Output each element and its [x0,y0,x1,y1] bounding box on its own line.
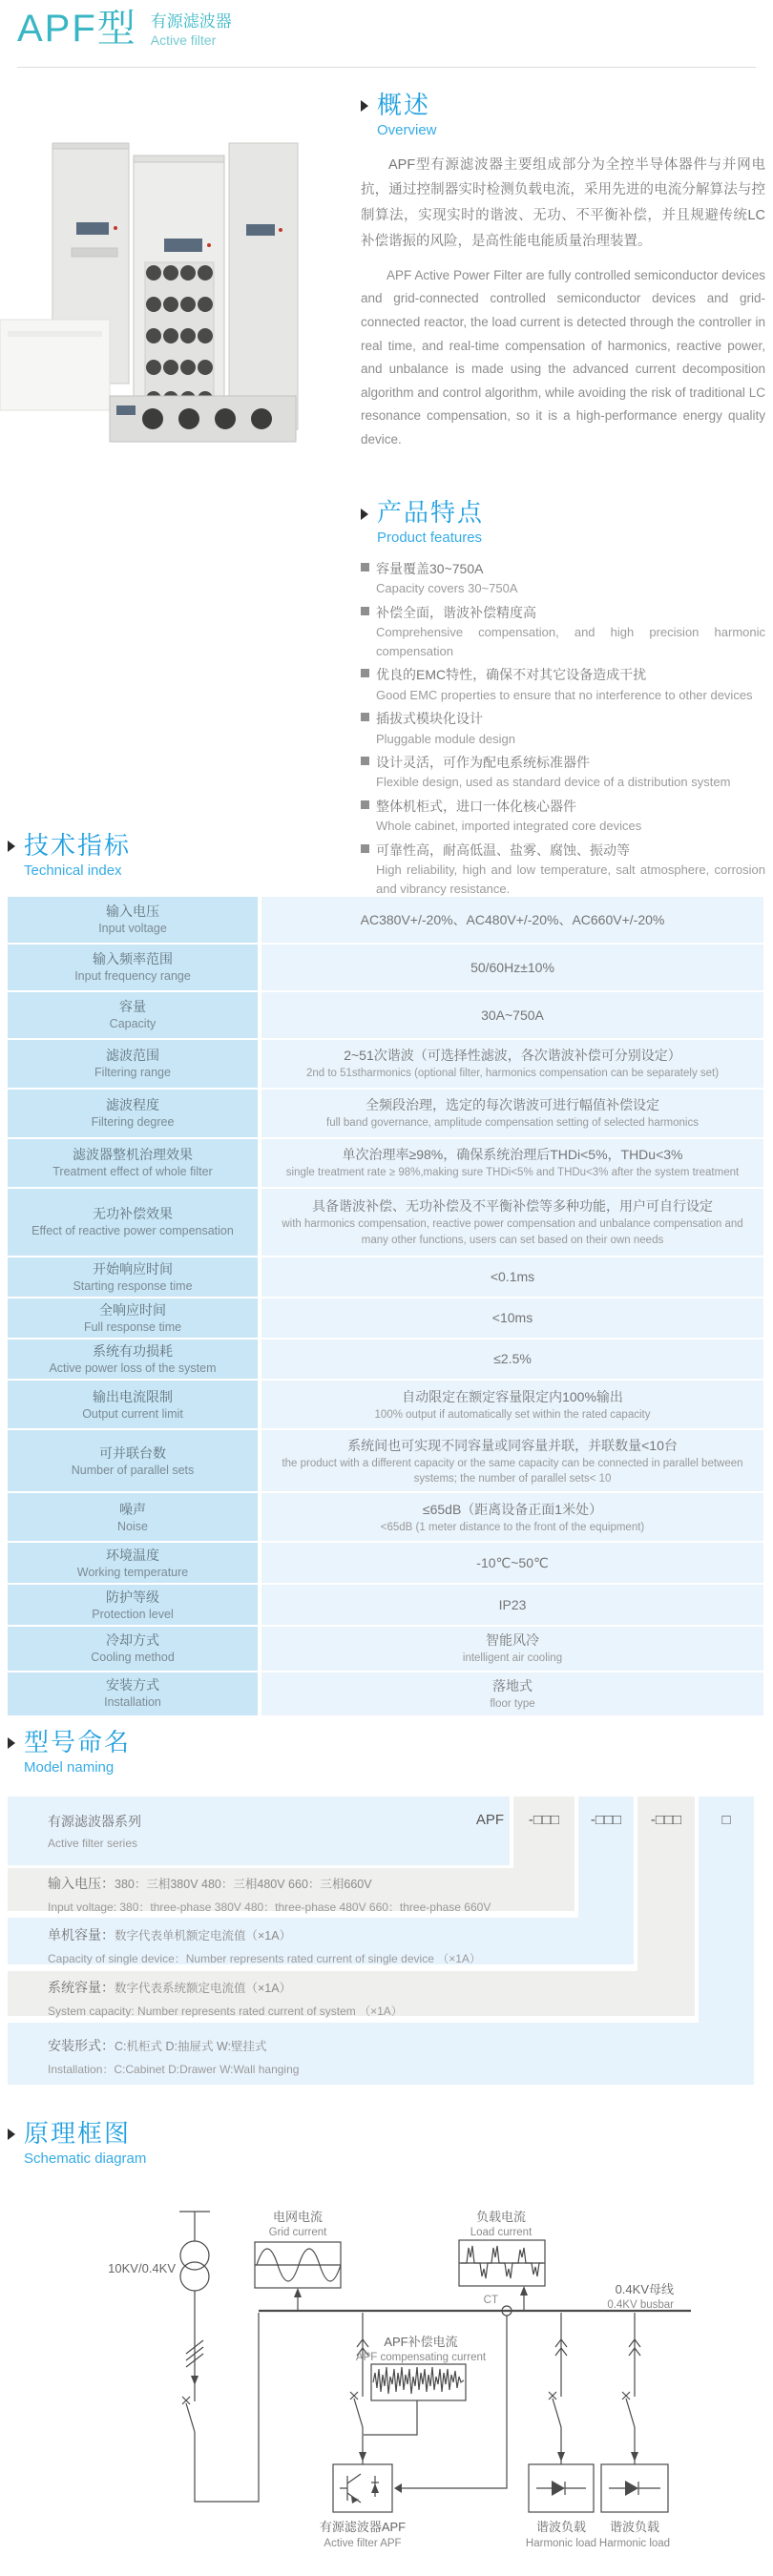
list-item [361,664,765,704]
section-arrow-icon [8,2129,15,2140]
tech-value: 自动限定在额定容量限定内100%输出 100% output if automatically set within the rated capacity [261,1381,763,1428]
switch-icon [622,2392,635,2427]
tech-value: 智能风冷 intelligent air cooling [261,1627,763,1670]
tech-value: ≤65dB（距离设备正面1米处） <65dB (1 meter distance to the front of the equipment) [261,1493,763,1541]
diode-icon [552,2481,565,2496]
naming-row: 单机容量：数字代表单机额定电流值（×1A） Capacity of single device：Number represents rated current of single device （×1A） [8,1918,634,1964]
table-row [8,1381,763,1428]
tech-param: 安装方式 Installation [8,1672,258,1715]
tech-param: 容量 Capacity [8,992,258,1038]
tech-param: 噪声 Noise [8,1493,258,1541]
product-model: APF型 [17,8,137,50]
arrow-left-icon [394,2483,402,2493]
tech-value: 具备谐波补偿、无功补偿及不平衡补偿等多种功能，用户可自行设定 with harmonics compensation, reactive power compensation and unbalance compensation and many other functions, users can set based on their own needs [261,1189,763,1256]
table-row [8,1543,763,1583]
tech-param: 滤波范围 Filtering range [8,1040,258,1088]
grid-current-label-zh: 电网电流 [272,2210,324,2224]
model-code-segment: -□□□ [528,1812,560,1828]
tech-title-en: Technical index [24,862,122,879]
model-code-segment: □ [721,1812,731,1828]
square-bullet-icon [361,800,369,809]
transformer-label: 10KV/0.4KV [108,2261,176,2275]
supply-line [195,2291,259,2502]
ct-label: CT [483,2295,498,2306]
features-title-zh: 产品特点 [377,498,485,528]
table-row [8,992,763,1038]
square-bullet-icon [361,844,369,853]
table-row [8,1298,763,1338]
model-code-segment: -□□□ [590,1812,622,1828]
switch-icon [549,2392,561,2427]
features-title-en: Product features [377,529,483,546]
tech-table [8,897,763,1715]
tech-param: 输出电流限制 Output current limit [8,1381,258,1428]
load-current-label-en: Load current [470,2227,533,2238]
naming-row: 有源滤波器系列 Active filter series [8,1797,510,1865]
tech-value: 30A~750A [261,992,763,1038]
table-row [8,1040,763,1088]
product-title-en: Active filter [150,31,217,48]
diode-icon [625,2481,638,2496]
list-item [361,558,765,598]
tech-value: <0.1ms [261,1257,763,1297]
feature-zh: 优良的EMC特性，确保不对其它设备造成干扰 [376,667,647,683]
feature-en: Pluggable module design [376,731,515,746]
table-row [8,1627,763,1670]
naming-row: 系统容量：数字代表系统额定电流值（×1A） System capacity: Number represents rated current of system （×1A） [8,1971,695,2016]
arrow-up-icon [520,2286,528,2296]
features-list [361,558,765,898]
section-arrow-icon [361,100,368,112]
tech-value: 系统间也可实现不同容量或同容量并联，并联数量<10台 the product with a different capacity or the same capacity can be connected in parallel between systems; the number of parallel sets< 10 [261,1430,763,1491]
table-row [8,897,763,943]
overview-title-zh: 概述 [377,91,431,119]
tech-param: 系统有功损耗 Active power loss of the system [8,1340,258,1379]
feature-en: High reliability, high and low temperature, salt atmosphere, corrosion and vibrancy resistance. [376,862,765,896]
overview-section [361,92,765,902]
list-item [361,752,765,792]
model-code-prefix: APF [475,1812,504,1828]
feature-zh: 可靠性高，耐高低温、盐雾、腐蚀、振动等 [376,841,630,858]
distorted-waveform [461,2246,543,2278]
feature-zh: 补偿全面，谐波补偿精度高 [376,604,536,620]
tech-param: 防护等级 Protection level [8,1585,258,1625]
feature-en: Good EMC properties to ensure that no interference to other devices [376,687,753,702]
overview-paragraph-en: APF Active Power Filter are fully controlled semiconductor devices and grid-connected controlled semiconductor devices and grid-connected reactor, the load current is detected through the controller in real time, and real-time compensation of harmonics, reactive power, and unbalance is made using the advanced current decomposition algorithm and control algorithm, while avoiding the risk of traditional LC resonance compensation, so it is a high-performance energy quality device. [361,267,765,447]
list-item [361,602,765,660]
switch-icon [182,2397,195,2432]
table-row [8,1672,763,1715]
apf-label-en: Active filter APF [324,2538,402,2549]
busbar-label-en: 0.4KV busbar [607,2299,674,2311]
schematic-title-en: Schematic diagram [24,2150,147,2167]
tech-title-zh: 技术指标 [24,831,132,860]
table-row [8,1493,763,1541]
square-bullet-icon [361,713,369,721]
tech-value: 全频段治理，选定的每次谐波可进行幅值补偿设定 full band governance, amplitude compensation setting of selected harmonics [261,1090,763,1137]
model-naming-diagram [8,1797,763,2085]
arrow-down-icon [191,2376,198,2385]
schematic-section-heading [8,2120,146,2167]
feature-en: Capacity covers 30~750A [376,581,518,596]
transformer-feeder [179,2212,210,2241]
tech-param: 滤波器整机治理效果 Treatment effect of whole filter [8,1139,258,1187]
tech-value: 2~51次谐波（可选择性滤波，各次谐波补偿可分别设定） 2nd to 51stharmonics (optional filter, harmonics compensation can be separately set) [261,1040,763,1088]
transformer-icon [180,2262,209,2291]
list-item [361,840,765,898]
table-row [8,1430,763,1491]
feature-zh: 容量覆盖30~750A [376,560,484,576]
arrow-down-icon [631,2452,638,2462]
header-divider [17,67,756,68]
tech-value: AC380V+/-20%、AC480V+/-20%、AC660V+/-20% [261,897,763,943]
tech-param: 全响应时间 Full response time [8,1298,258,1338]
features-section [361,499,765,527]
arrow-down-icon [557,2452,565,2462]
compensating-current-label-zh: APF补偿电流 [384,2335,458,2349]
grid-current-label-en: Grid current [268,2227,327,2238]
noise-waveform [373,2367,464,2394]
diode-icon [371,2483,379,2493]
tech-value: 50/60Hz±10% [261,945,763,990]
list-item [361,796,765,836]
arrow-down-icon [359,2452,366,2462]
table-row [8,945,763,990]
list-item [361,708,765,748]
igbt-icon [340,2474,361,2503]
tech-value: <10ms [261,1298,763,1338]
tech-value: 落地式 floor type [261,1672,763,1715]
feature-zh: 设计灵活，可作为配电系统标准器件 [376,755,590,770]
model-code-segment: -□□□ [650,1812,682,1828]
tech-param: 冷却方式 Cooling method [8,1627,258,1670]
naming-title-en: Model naming [24,1758,115,1776]
tech-param: 滤波程度 Filtering degree [8,1090,258,1137]
square-bullet-icon [361,757,369,765]
schematic-diagram [8,2206,763,2561]
scope-connector-line [364,2400,417,2435]
feature-en: Comprehensive compensation, and high precision harmonic compensation [376,625,765,658]
control-panel [76,222,109,235]
arrow-up-icon [294,2288,302,2297]
tech-param: 环境温度 Working temperature [8,1543,258,1583]
table-row [8,1585,763,1625]
product-photo [0,81,305,463]
compensating-current-label-en: APF compensating current [355,2352,487,2363]
tech-value: ≤2.5% [261,1340,763,1379]
tech-param: 可并联台数 Number of parallel sets [8,1430,258,1491]
tech-value: IP23 [261,1585,763,1625]
square-bullet-icon [361,607,369,615]
switch-icon [350,2392,363,2427]
harmonic-load-label-zh: 谐波负载 [535,2520,587,2534]
table-row [8,1139,763,1187]
harmonic-load-label-zh: 谐波负载 [609,2520,660,2534]
table-row [8,1257,763,1297]
section-arrow-icon [8,841,15,852]
page-header [17,10,232,49]
tech-param: 输入电压 Input voltage [8,897,258,943]
table-row [8,1189,763,1256]
tech-section-heading [8,832,131,879]
feature-zh: 整体机柜式，进口一体化核心器件 [376,798,576,814]
tech-value: 单次治理率≥98%，确保系统治理后THDi<5%，THDu<3% single treatment rate ≥ 98%,making sure THDi<5% and THDu<3% after the system treatment [261,1139,763,1187]
table-row [8,1340,763,1379]
schematic-title-zh: 原理框图 [24,2119,132,2148]
tech-param: 无功补偿效果 Effect of reactive power compensation [8,1189,258,1256]
overview-paragraph-zh: APF型有源滤波器主要组成部分为全控半导体器件与并网电抗，通过控制器实时检测负载电流，采用先进的电流分解算法与控制算法，实现实时的谐波、无功、不平衡补偿，并且规避传统LC补偿谐振的风险，是高性能电能质量治理装置。 [361,156,765,250]
control-panel [164,239,202,252]
table-row [8,1090,763,1137]
feature-zh: 插拔式模块化设计 [376,711,483,727]
busbar-label-zh: 0.4KV母线 [615,2282,674,2296]
section-arrow-icon [8,1737,15,1749]
feature-en: Whole cabinet, imported integrated core devices [376,819,642,834]
product-title-zh: 有源滤波器 [150,12,232,31]
load-current-label-zh: 负载电流 [475,2210,527,2224]
naming-section-heading [8,1729,131,1776]
tech-param: 输入频率范围 Input frequency range [8,945,258,990]
naming-row: 输入电压：380：三相380V 480：三相480V 660：三相660V Input voltage: 380：three-phase 380V 480：three-phase 480V 660：three-phase 660V [8,1868,575,1911]
overview-title-en: Overview [377,121,437,138]
harmonic-load-label-en: Harmonic load [525,2538,597,2549]
naming-title-zh: 型号命名 [24,1728,132,1756]
square-bullet-icon [361,563,369,571]
tech-value: -10℃~50℃ [261,1543,763,1583]
apf-label-zh: 有源滤波器APF [319,2520,407,2534]
feature-en: Flexible design, used as standard device of a distribution system [376,775,731,790]
naming-row: 安装形式：C:机柜式 D:抽屉式 W:壁挂式 Installation：C:Cabinet D:Drawer W:Wall hanging [8,2023,754,2085]
square-bullet-icon [361,669,369,677]
tech-param: 开始响应时间 Starting response time [8,1257,258,1297]
harmonic-load-label-en: Harmonic load [598,2538,671,2549]
section-arrow-icon [361,509,368,520]
igbt-arrow [351,2496,359,2503]
